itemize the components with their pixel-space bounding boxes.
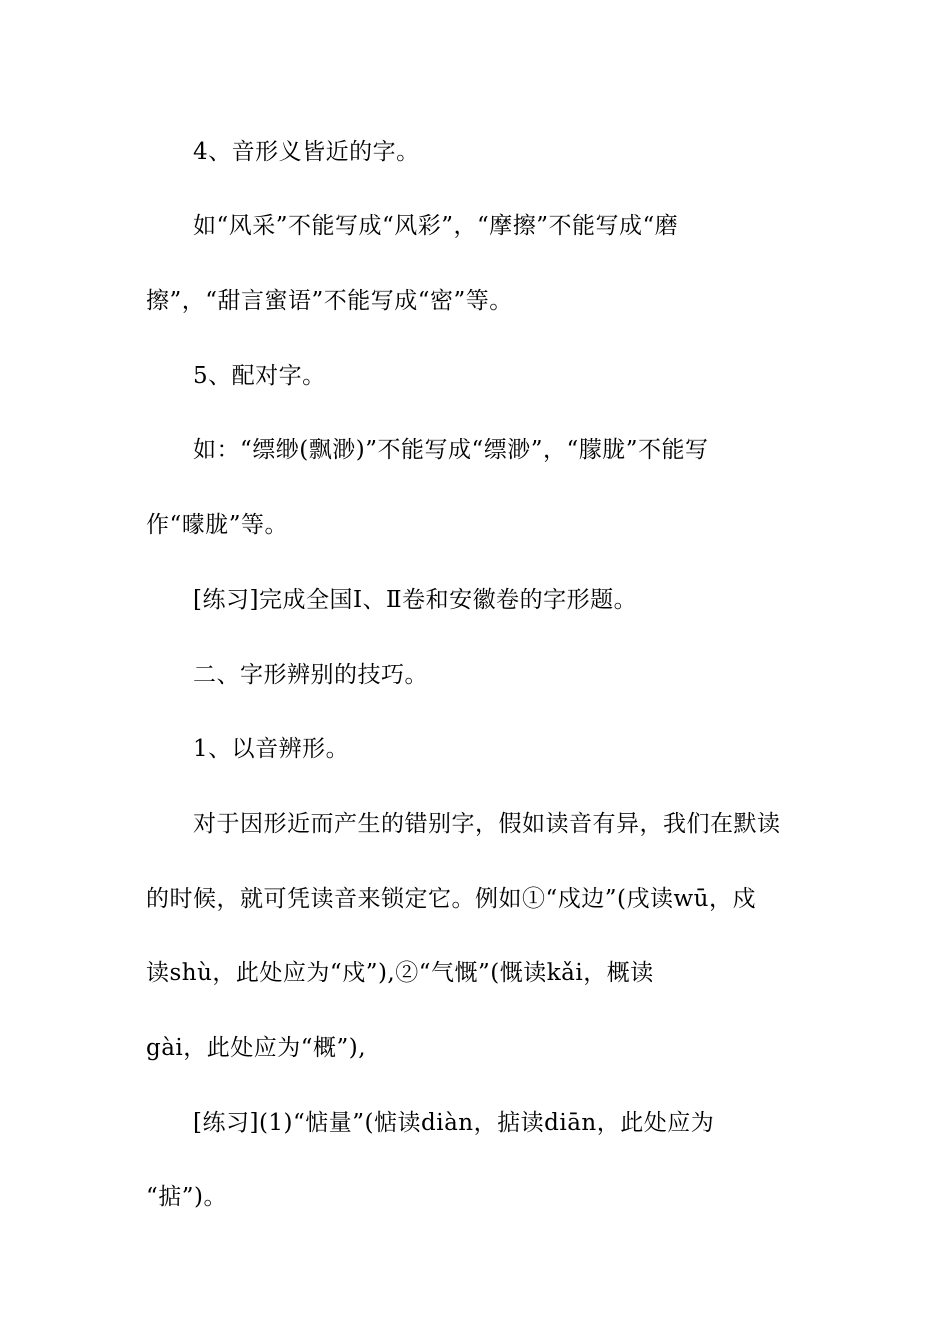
paragraph-line: gài，此处应为“概”), (146, 1035, 367, 1061)
heading-item-1: 1、以音辨形。 (193, 736, 350, 762)
section-heading: 二、字形辨别的技巧。 (193, 662, 428, 688)
paragraph-line: 如：“缥缈(飘渺)”不能写成“缥渺”，“朦胧”不能写 (193, 437, 709, 463)
paragraph-line: “掂”)。 (146, 1184, 227, 1210)
paragraph-line: 对于因形近而产生的错别字，假如读音有异，我们在默读 (193, 811, 781, 837)
exercise-line: [练习]完成全国Ⅰ、Ⅱ卷和安徽卷的字形题。 (193, 587, 638, 613)
paragraph-line: 作“曚胧”等。 (146, 512, 289, 538)
exercise-line: [练习](1)“惦量”(惦读diàn，掂读diān，此处应为 (193, 1110, 715, 1136)
paragraph-line: 擦”，“甜言蜜语”不能写成“密”等。 (146, 288, 513, 314)
heading-item-5: 5、配对字。 (193, 363, 326, 389)
heading-item-4: 4、音形义皆近的字。 (193, 139, 420, 165)
paragraph-line: 的时候，就可凭读音来锁定它。例如①“戍边”(戌读wū，戍 (146, 886, 756, 912)
paragraph-line: 如“风采”不能写成“风彩”，“摩擦”不能写成“磨 (193, 213, 679, 239)
paragraph-line: 读shù，此处应为“戍”),②“气慨”(慨读kǎi，概读 (146, 960, 654, 986)
